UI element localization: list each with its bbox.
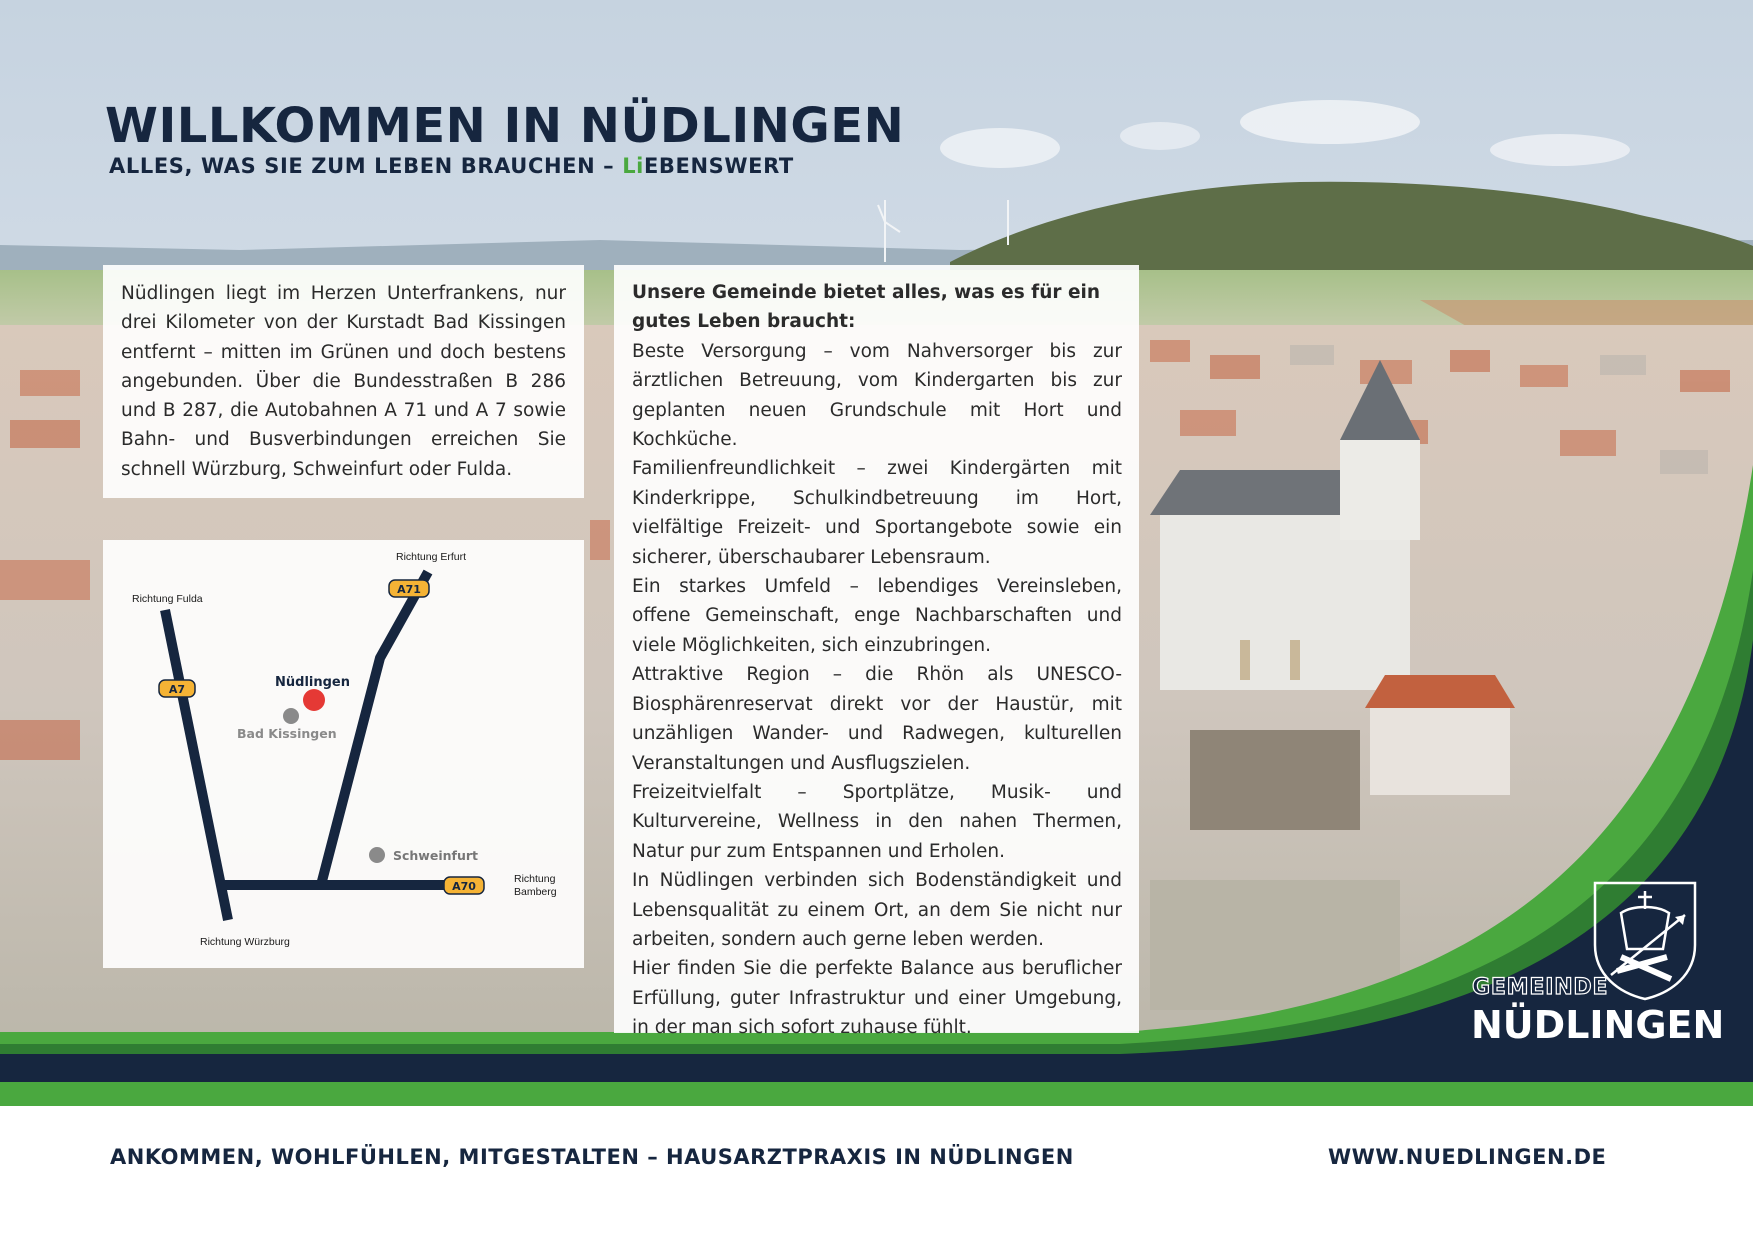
marker-schweinfurt: [369, 847, 385, 863]
label-bamberg: Bamberg: [514, 886, 557, 898]
marker-nuedlingen: [303, 689, 325, 711]
logo-nuedlingen: NÜDLINGEN: [1471, 1003, 1725, 1047]
road-a7: [165, 610, 228, 920]
feature-familie: Familienfreundlichkeit – zwei Kindergärten mit Kinderkrippe, Schulkindbetreuung im Hort, vielfältige Freizeit- und Sportangebote sowie ein sicherer, überschaubarer Lebensraum.: [632, 458, 1122, 568]
intro-text: Nüdlingen liegt im Herzen Unterfrankens, nur drei Kilometer von der Kurstadt Bad Kissingen entfernt – mitten im Grünen und doch bestens angebunden. Über die Bundesstraßen B 286 und B 287, die Autobahnen A 71 und A 7 sowie Bahn- und Busverbindungen erreichen Sie schnell Würzburg, Schweinfurt oder Fulda.: [121, 283, 566, 480]
feature-versorgung: Beste Versorgung – vom Nahversorger bis zur ärztlichen Betreuung, vom Kindergarten bis zur geplanten neuen Grundschule mit Hort und Kochküche.: [632, 340, 1122, 451]
intro-panel: [103, 265, 584, 498]
badge-a70: [444, 877, 484, 894]
label-richtung-bamberg: Richtung: [514, 873, 556, 885]
footer-website-link[interactable]: WWW.NUEDLINGEN.DE: [1328, 1145, 1607, 1169]
features-panel: [614, 265, 1139, 1039]
badge-a7: [159, 680, 195, 697]
label-bad-kissingen: Bad Kissingen: [237, 726, 337, 741]
road-a71: [321, 572, 428, 885]
svg-text:A7: A7: [168, 683, 186, 696]
location-map: [103, 540, 584, 968]
subtitle-highlight: Li: [622, 154, 644, 178]
svg-text:A70: A70: [452, 880, 476, 893]
page-title: WILLKOMMEN IN NÜDLINGEN: [105, 98, 905, 154]
page-subtitle: ALLES, WAS SIE ZUM LEBEN BRAUCHEN – LiEBENSWERT: [109, 154, 794, 178]
feature-region: Attraktive Region – die Rhön als UNESCO-Biosphärenreservat direkt vor der Haustür, mit unzähligen Wander- und Radwegen, kulturellen Veranstaltungen und Ausflugszielen.: [632, 664, 1122, 774]
feature-balance: Hier finden Sie die perfekte Balance aus beruflicher Erfüllung, guter Infrastruktur und einer Umgebung, in der man sich sofort zuhause fühlt.: [632, 958, 1122, 1039]
label-richtung-fulda: Richtung Fulda: [132, 593, 203, 605]
marker-bad-kissingen: [283, 708, 299, 724]
footer-slogan: ANKOMMEN, WOHLFÜHLEN, MITGESTALTEN – HAUSARZTPRAXIS IN NÜDLINGEN: [110, 1145, 1074, 1169]
badge-a71: [389, 580, 429, 597]
label-schweinfurt: Schweinfurt: [393, 848, 478, 863]
label-richtung-erfurt: Richtung Erfurt: [396, 551, 467, 563]
logo-gemeinde: GEMEINDE: [1472, 975, 1609, 1000]
features-lead: Unsere Gemeinde bietet alles, was es für ein gutes Leben braucht:: [632, 282, 1101, 333]
label-richtung-wuerzburg: Richtung Würzburg: [200, 936, 290, 948]
feature-umfeld: Ein starkes Umfeld – lebendiges Vereinsleben, offene Gemeinschaft, enge Nachbarschaften und viele Möglichkeiten, sich einzubringen.: [632, 576, 1122, 656]
svg-text:A71: A71: [397, 583, 421, 596]
feature-freizeit: Freizeitvielfalt – Sportplätze, Musik- und Kulturvereine, Wellness in den nahen Thermen, Natur pur zum Entspannen und Erholen.: [632, 781, 1122, 862]
feature-lebensqualitaet: In Nüdlingen verbinden sich Bodenständigkeit und Lebensqualität zu einem Ort, an dem Sie nicht nur arbeiten, sondern auch gerne leben werden.: [632, 870, 1122, 950]
label-nuedlingen: Nüdlingen: [275, 675, 350, 690]
